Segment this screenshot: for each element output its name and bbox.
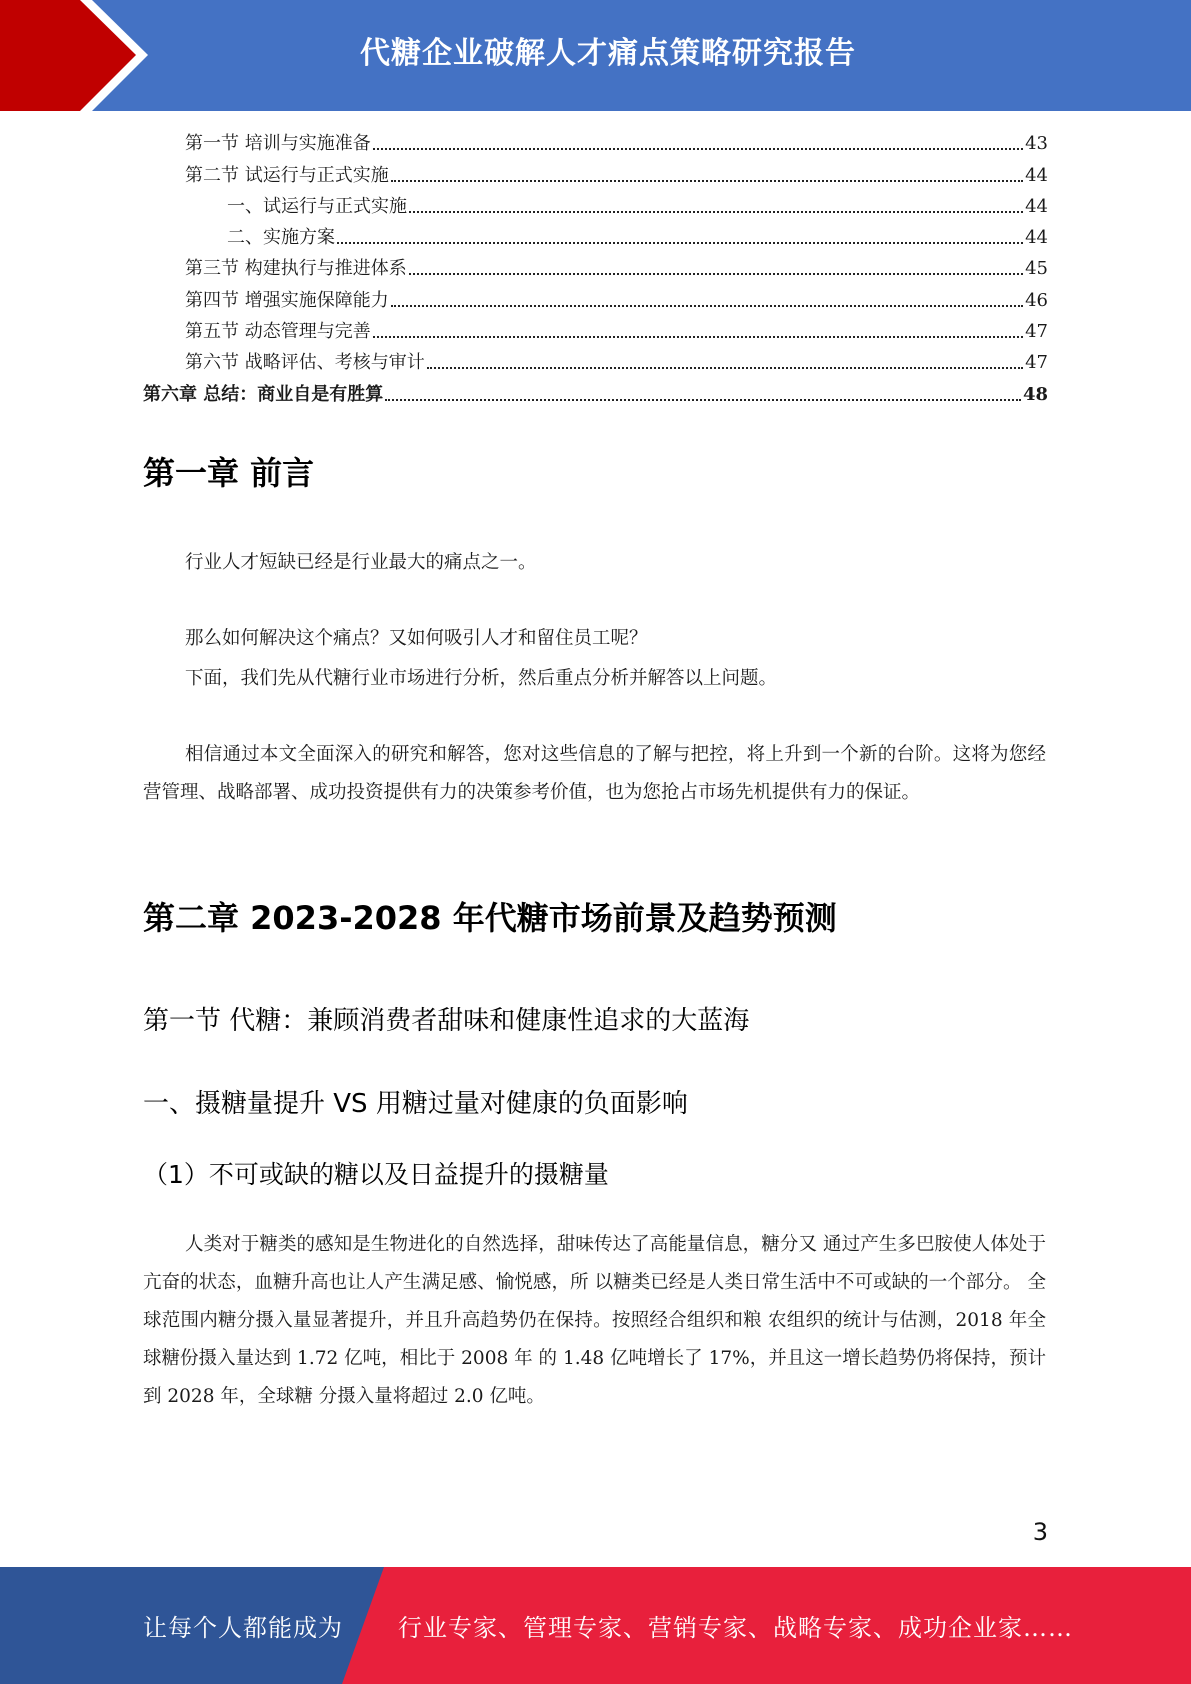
toc-entry-page: 44 [1025,227,1048,249]
toc-entry-title: 第一节 培训与实施准备 [185,133,371,155]
toc-dot-leader [373,336,1023,338]
toc-entry-title: 第六章 总结：商业自是有胜算 [143,383,384,405]
toc-entry-title: 第四节 增强实施保障能力 [185,289,389,311]
toc-entry[interactable] [143,222,1048,253]
page-footer [0,1567,1191,1684]
toc-dot-leader [373,148,1023,150]
chapter-2-heading: 第二章 2023-2028 年代糖市场前景及趋势预测 [143,899,837,937]
toc-entry-title: 第六节 战略评估、考核与审计 [185,352,425,374]
toc-entry-title: 二、实施方案 [227,227,335,249]
toc-dot-leader [385,399,1021,401]
footer-slogan-right: 行业专家、管理专家、营销专家、战略专家、成功企业家…… [398,1614,1073,1642]
toc-entry[interactable] [143,284,1048,315]
toc-entry[interactable] [143,253,1048,284]
toc-entry[interactable] [143,316,1048,347]
toc-entry-page: 47 [1025,321,1048,343]
toc-entry[interactable] [143,378,1048,409]
toc-dot-leader [391,180,1023,182]
toc-entry-page: 44 [1025,195,1048,217]
subsection-1-heading: 一、摄糖量提升 VS 用糖过量对健康的负面影响 [143,1089,688,1119]
section-1-heading: 第一节 代糖：兼顾消费者甜味和健康性追求的大蓝海 [143,1006,750,1036]
toc-entry-page: 48 [1022,383,1048,405]
page-header [0,0,1191,111]
toc-entry[interactable] [143,347,1048,378]
table-of-contents [143,128,1048,410]
toc-entry-title: 第五节 动态管理与完善 [185,321,371,343]
paragraph-5: 人类对于糖类的感知是生物进化的自然选择，甜味传达了高能量信息，糖分又 通过产生多巴胺使人体处于亢奋的状态，血糖升高也让人产生满足感、愉悦感，所 以糖类已经是人类日常生活中不可或缺的一个部分。 全球范围内糖分摄入量显著提升，并且升高趋势仍在保持。按照经合组织和粮 农组织的统计与估测，2018 年全球糖份摄入量达到 1.72 亿吨，相比于 2008 年 的 1.48 亿吨增长了 17%，并且这一增长趋势仍将保持，预计到 2028 年，全球糖 分摄入量将超过 2.0 亿吨。 [143,1234,1046,1407]
page-number: 3 [1032,1518,1048,1546]
toc-entry-title: 一、试运行与正式实施 [227,195,407,217]
item-1-heading: （1）不可或缺的糖以及日益提升的摄糖量 [143,1160,609,1189]
toc-entry-page: 46 [1025,289,1048,311]
report-title: 代糖企业破解人才痛点策略研究报告 [360,36,856,71]
toc-dot-leader [337,242,1023,244]
footer-slogan-left: 让每个人都能成为 [143,1614,343,1642]
toc-entry-page: 47 [1025,352,1048,374]
toc-entry-title: 第三节 构建执行与推进体系 [185,258,407,280]
toc-dot-leader [409,211,1023,213]
toc-entry-page: 43 [1025,133,1048,155]
paragraph-1: 行业人才短缺已经是行业最大的痛点之一。 [185,552,537,573]
toc-entry-title: 第二节 试运行与正式实施 [185,164,389,186]
toc-dot-leader [391,305,1023,307]
toc-entry-page: 44 [1025,164,1048,186]
toc-entry[interactable] [143,159,1048,190]
toc-entry-page: 45 [1025,258,1048,280]
paragraph-2: 那么如何解决这个痛点？又如何吸引人才和留住员工呢？ [185,628,648,649]
toc-dot-leader [409,273,1023,275]
toc-entry[interactable] [143,191,1048,222]
paragraph-4: 相信通过本文全面深入的研究和解答，您对这些信息的了解与把控，将上升到一个新的台阶。这将为您经营管理、战略部署、成功投资提供有力的决策参考价值，也为您抢占市场先机提供有力的保证。 [143,744,1046,803]
toc-dot-leader [427,367,1023,369]
chapter-1-heading: 第一章 前言 [143,454,315,492]
toc-entry[interactable] [143,128,1048,159]
paragraph-3: 下面，我们先从代糖行业市场进行分析，然后重点分析并解答以上问题。 [185,668,778,689]
